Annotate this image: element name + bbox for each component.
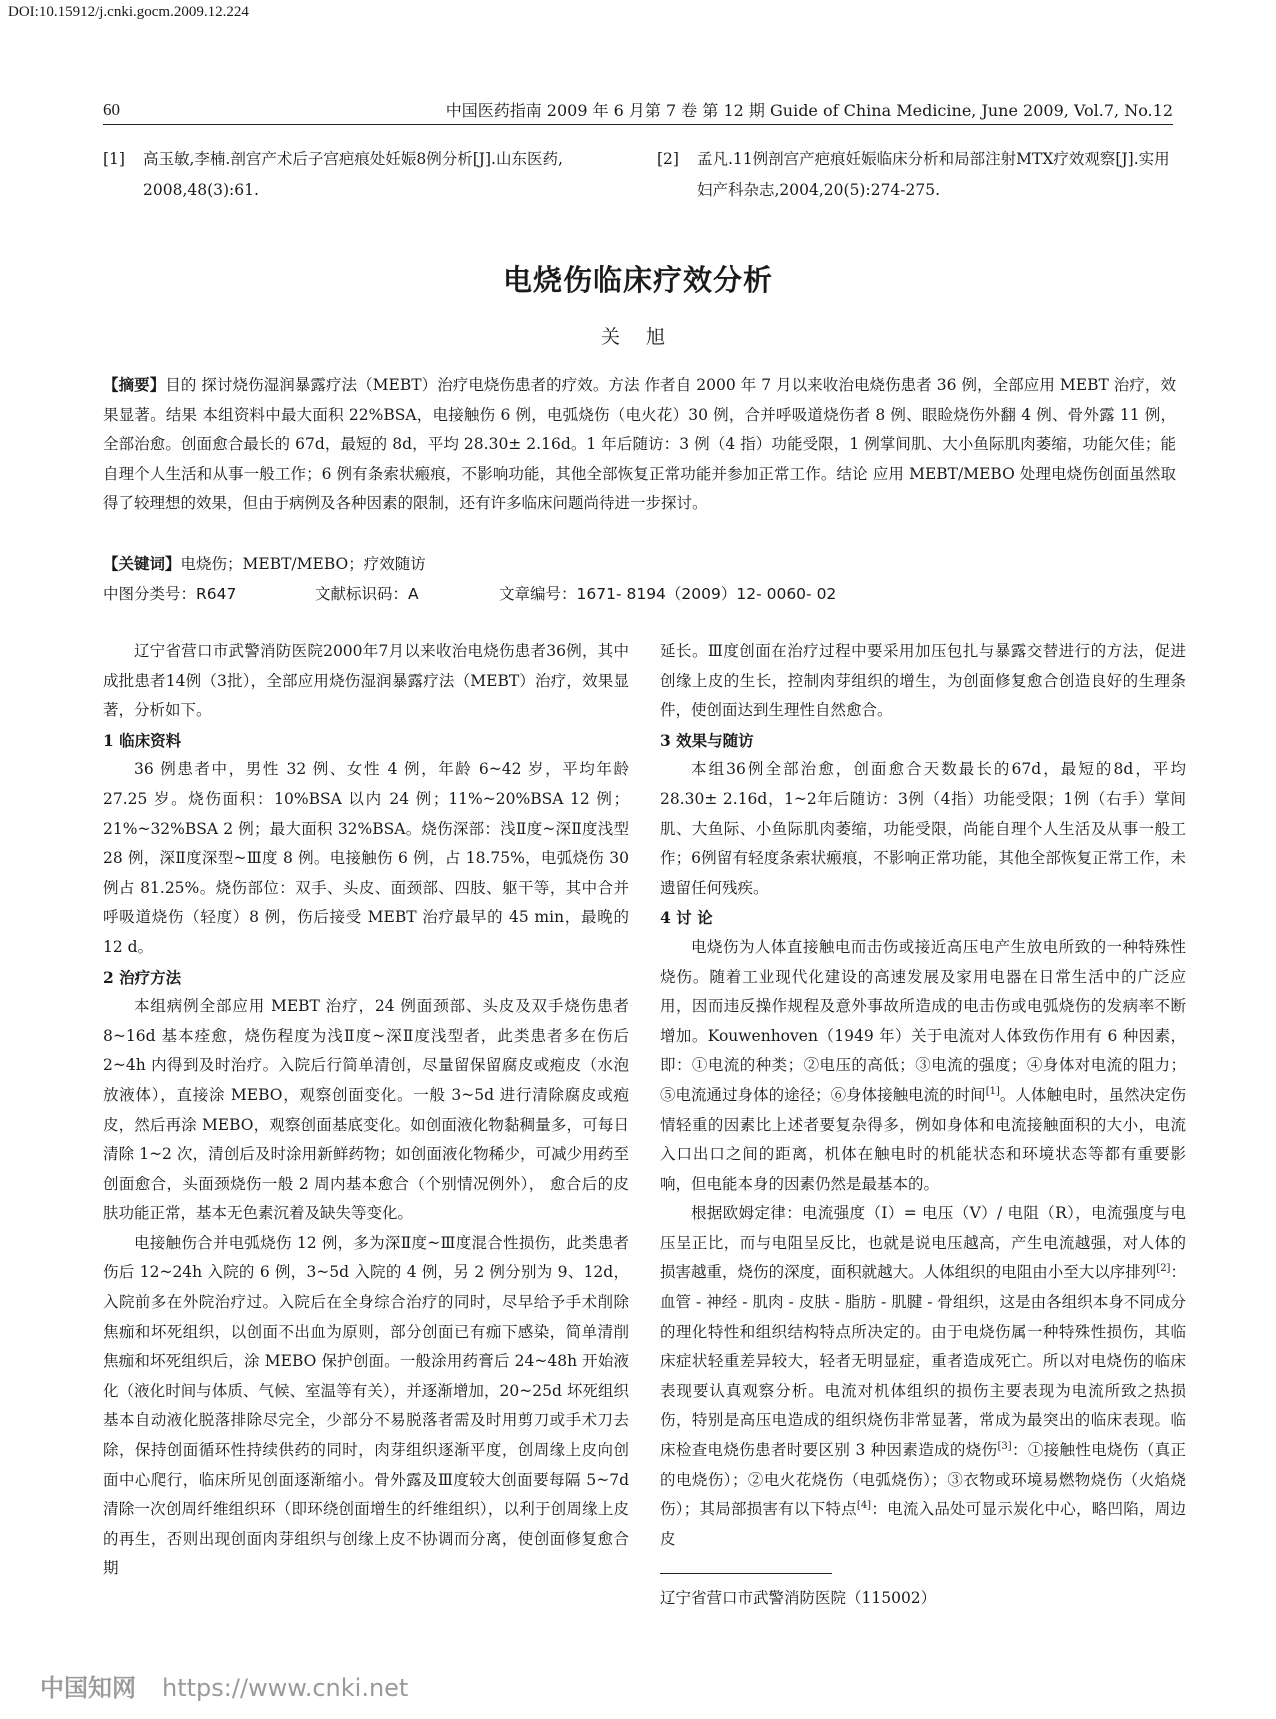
article-title: 电烧伤临床疗效分析 [502,263,773,297]
reference-number: [2] [657,150,679,168]
text-run: 。人体触电时，虽然决定伤情轻重的因素比上述者要复杂得多，例如身体和电流接触面积的大小，电流入口出口之间的距离，机体在触电时的机能状态和环境状态等都有重要影响，但电能本身的因素仍然是最基本的。 [660,1085,1186,1193]
citation: [4] [856,1500,872,1512]
text-run: 电烧伤为人体直接触电而击伤或接近高压电产生放电所致的一种特殊性烧伤。随着工业现代化建设的高速发展及家用电器在日常生活中的广泛应用，因而违反操作规程及意外事故所造成的电击伤或电弧烧伤的发病率不断增加。Kouwenhoven（1949 年）关于电流对人体致伤作用有 6 种因素，即：①电流的种类；②电压的高低；③电流的强度；④身体对电流的阻力；⑤电流通过身体的途径；⑥身体接触电流的时间 [660,937,1186,1104]
text-run: 根据欧姆定律：电流强度（I）= 电压（V）/ 电阻（R），电流强度与电压呈正比，而与电阻呈反比，也就是说电压越高，产生电流越强，对人体的损害越重，烧伤的深度，面积就越大。人体组织的电阻由小至大以序排列 [660,1204,1186,1282]
document-code: 文献标识码：A [315,585,419,603]
watermark-brand: 中国知网 [40,1674,136,1702]
article-number: 文章编号：1671- 8194（2009）12- 0060- 02 [499,585,837,603]
section-heading: 3 效果与随访 [660,730,754,750]
citation: [3] [997,1440,1012,1452]
section-heading: 1 临床资料 [103,730,182,750]
body-column-right [660,637,1186,1554]
body-column-left [103,637,629,1584]
text-run: ：血管 - 神经 - 肌肉 - 皮肤 - 脂肪 - 肌腱 - 骨组织，这是由各组织本身不同成分的理化特性和组织结构特点所决定的。由于电烧伤属一种特殊性损伤，其临床症状轻重差异较大，轻者无明显症，重者造成死亡。所以对电烧伤的临床表现要认真观察分析。电流对机体组织的损伤主要表现为电流所致之热损伤，特别是高压电造成的组织烧伤非常显著，常成为最突出的临床表现。临床检查电烧伤患者时要区别 3 种因素造成的烧伤 [660,1263,1186,1460]
section-heading: 4 讨 论 [660,908,713,928]
abstract [103,370,1176,519]
citation: [1] [985,1085,1000,1097]
clc-number: 中图分类号：R647 [103,585,237,603]
paragraph: 36 例患者中，男性 32 例、女性 4 例，年龄 6~42 岁，平均年龄 27.25 岁。烧伤面积：10%BSA 以内 24 例；11%~20%BSA 12 例；21%~32%BSA 2 例；最大面积 32%BSA。烧伤深部：浅Ⅱ度~深Ⅱ度浅型 28 例，深Ⅱ度深型~Ⅲ度 8 例。电接触伤 6 例，占 18.75%，电弧烧伤 30 例占 81.25%。烧伤部位：双手、头皮、面颈部、四肢、躯干等，其中合并呼吸道烧伤（轻度）8 例，伤后接受 MEBT 治疗最早的 45 min，最晚的 12 d。 [103,760,629,956]
keywords-text: 电烧伤；MEBT/MEBO；疗效随访 [180,555,426,573]
footnote-rule [660,1573,832,1574]
author-affiliation: 辽宁省营口市武警消防医院（115002） [660,1589,937,1607]
cnki-watermark [40,1668,408,1703]
header-rule [103,124,1173,125]
paragraph: 电接触伤合并电弧烧伤 12 例，多为深Ⅱ度~Ⅲ度混合性损伤，此类患者伤后 12~24h 入院的 6 例，3~5d 入院的 4 例，另 2 例分别为 9、12d，入院前多在外院治疗过。入院后在全身综合治疗的同时，尽早给予手术削除焦痂和坏死组织，以创面不出血为原则，部分创面已有痂下感染，简单清削焦痂和坏死组织后，涂 MEBO 保护创面。一般涂用药膏后 24~48h 开始液化（液化时间与体质、气候、室温等有关），并逐渐增加，20~25d 坏死组织基本自动液化脱落排除尽完全，少部分不易脱落者需及时用剪刀或手术刀去除，保持创面循环性持续供药的同时，肉芽组织逐渐平度，创周缘上皮向创面中心爬行，临床所见创面逐渐缩小。骨外露及Ⅲ度较大创面要每隔 5~7d 清除一次创周纤维组织环（即环绕创面增生的纤维组织），以利于创周缘上皮的再生，否则出现创面肉芽组织与创缘上皮不协调而分离，使创面修复愈合期 [103,1233,629,1578]
page-number: 60 [103,100,120,119]
citation: [2] [1156,1263,1171,1275]
section-heading: 2 治疗方法 [103,967,182,987]
previous-reference-1 [103,144,623,206]
abstract-label: 【摘要】 [103,375,166,394]
previous-reference-2 [657,144,1177,206]
keywords-label: 【关键词】 [103,554,181,573]
paragraph: 本组36例全部治愈，创面愈合天数最长的67d，最短的8d，平均 28.30± 2.16d，1~2年后随访：3例（4指）功能受限；1例（右手）掌间肌、大鱼际、小鱼际肌肉萎缩，功能受限，尚能自理个人生活及从事一般工作；6例留有轻度条索状瘢痕，不影响正常功能，其他全部恢复正常工作，未遗留任何残疾。 [660,760,1186,897]
text-run: ：①接触性电烧伤（真正的电烧伤）；②电火花烧伤（电弧烧伤）；③衣物或环境易燃物烧伤（火焰烧伤）；其局部损害有以下特点 [660,1441,1186,1519]
intro-paragraph: 辽宁省营口市武警消防医院2000年7月以来收治电烧伤患者36例，其中成批患者14例（3批），全部应用烧伤湿润暴露疗法（MEBT）治疗，效果显著，分析如下。 [103,642,629,720]
reference-text: 高玉敏,李楠.剖宫产术后子宫疤痕处妊娠8例分析[J].山东医药, 2008,48(3):61. [143,150,563,199]
running-header: 中国医药指南 2009 年 6 月第 7 卷 第 12 期 Guide of China Medicine, June 2009, Vol.7, No.12 [445,101,1173,120]
reference-number: [1] [103,150,125,168]
watermark-url: https://www.cnki.net [162,1674,409,1702]
text-run: ：电流入品处可显示炭化中心，略凹陷，周边皮 [660,1500,1186,1548]
paragraph [660,933,1186,1199]
paragraph-continued: 延长。Ⅲ度创面在治疗过程中要采用加压包扎与暴露交替进行的方法，促进创缘上皮的生长，控制肉芽组织的增生，为创面修复愈合创造良好的生理条件，使创面达到生理性自然愈合。 [660,642,1186,720]
article-author: 关 旭 [600,326,676,348]
paragraph: 本组病例全部应用 MEBT 治疗，24 例面颈部、头皮及双手烧伤患者 8~16d 基本痊愈，烧伤程度为浅Ⅱ度~深Ⅱ度浅型者，此类患者多在伤后 2~4h 内得到及时治疗。入院后行简单清创，尽量留保留腐皮或疱皮（水泡放液体），直接涂 MEBO，观察创面变化。一般 3~5d 进行清除腐皮或疱皮，然后再涂 MEBO，观察创面基底变化。如创面液化物黏稠量多，可每日清除 1~2 次，清创后及时涂用新鲜药物；如创面液化物稀少，可减少用药至创面愈合，头面颈烧伤一般 2 周内基本愈合（个别情况例外）， 愈合后的皮肤功能正常，基本无色素沉着及缺失等变化。 [103,997,629,1223]
keywords [103,552,426,574]
paragraph [660,1199,1186,1554]
abstract-text: 目的 探讨烧伤湿润暴露疗法（MEBT）治疗电烧伤患者的疗效。方法 作者自 2000 年 7 月以来收治电烧伤患者 36 例，全部应用 MEBT 治疗，效果显著。结果 本组资料中最大面积 22%BSA，电接触伤 6 例，电弧烧伤（电火花）30 例，合并呼吸道烧伤者 8 例、眼睑烧伤外翻 4 例、骨外露 11 例，全部治愈。创面愈合最长的 67d，最短的 8d，平均 28.30± 2.16d。1 年后随访：3 例（4 指）功能受限，1 例掌间肌、大小鱼际肌肉萎缩，功能欠佳；能自理个人生活和从事一般工作；6 例有条索状瘢痕，不影响功能，其他全部恢复正常功能并参加正常工作。结论 应用 MEBT/MEBO 处理电烧伤创面虽然取得了较理想的效果，但由于病例及各种因素的限制，还有许多临床问题尚待进一步探讨。 [103,376,1176,512]
doi-line: DOI:10.15912/j.cnki.gocm.2009.12.224 [8,4,249,20]
reference-text: 孟凡.11例剖宫产疤痕妊娠临床分析和局部注射MTX疗效观察[J].实用妇产科杂志,2004,20(5):274-275. [697,150,1170,199]
